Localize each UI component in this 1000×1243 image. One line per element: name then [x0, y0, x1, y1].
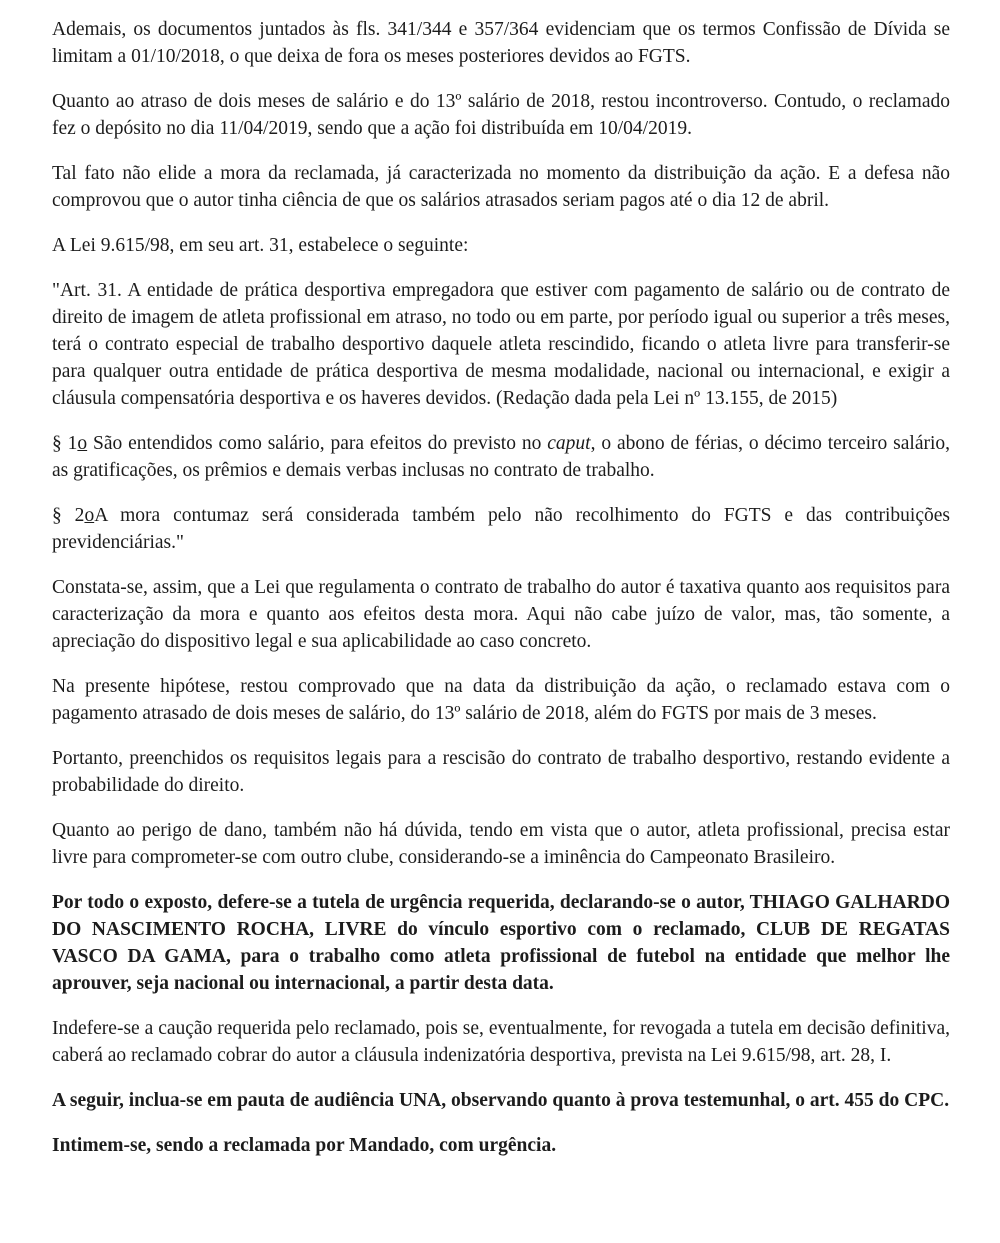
text-segment: Tal fato não elide a mora da reclamada, já caracterizada no momento da distribuição da ação. E a defesa não comprovou que o autor tinha ciência de que os salários atrasados seriam pagos até o dia 12 de abril.: [52, 163, 950, 211]
text-segment: São entendidos como salário, para efeitos do previsto no: [87, 433, 548, 454]
text-segment: o: [84, 505, 95, 526]
text-segment: Por todo o exposto, defere-se a tutela de urgência requerida, declarando-se o autor, THIAGO GALHARDO DO NASCIMENTO ROCHA, LIVRE do vínculo esportivo com o reclamado, CLUB DE REGATAS VASCO DA GAMA, para o trabalho como atleta profissional de futebol na entidade que melhor lhe aprouver, seja nacional ou internacional, a partir desta data.: [52, 892, 950, 994]
text-segment: § 1: [52, 433, 78, 454]
paragraph-constata-se: [52, 574, 950, 655]
paragraph-lei-9615: [52, 232, 950, 259]
text-segment: o: [77, 433, 88, 454]
paragraph-art-31-par-1: [52, 430, 950, 484]
text-segment: Constata-se, assim, que a Lei que regulamenta o contrato de trabalho do autor é taxativa quanto aos requisitos para caracterização da mora e quanto aos efeitos desta mora. Aqui não cabe juízo de valor, mas, tão somente, a apreciação do dispositivo legal e sua aplicabilidade ao caso concreto.: [52, 577, 950, 652]
paragraph-mora-reclamada: [52, 160, 950, 214]
text-segment: , o abono de férias, o décimo terceiro salário, as gratificações, os prêmios e demais verbas inclusas no contrato de trabalho.: [52, 433, 951, 481]
paragraph-perigo-de-dano: [52, 817, 950, 871]
text-segment: Portanto, preenchidos os requisitos legais para a rescisão do contrato de trabalho desportivo, restando evidente a probabilidade do direito.: [52, 748, 950, 796]
text-segment: A seguir, inclua-se em pauta de audiência UNA, observando quanto à prova testemunhal, o art. 455 do CPC.: [52, 1090, 950, 1111]
document-content: [52, 16, 950, 1159]
paragraph-decisao-tutela: [52, 889, 950, 997]
paragraph-intimem-se: [52, 1132, 950, 1159]
text-segment: A Lei 9.615/98, em seu art. 31, estabelece o seguinte:: [52, 235, 469, 256]
text-segment: Ademais, os documentos juntados às fls. 341/344 e 357/364 evidenciam que os termos Confissão de Dívida se limitam a 01/10/2018, o que deixa de fora os meses posteriores devidos ao FGTS.: [52, 19, 950, 67]
paragraph-indefere-caucao: [52, 1015, 950, 1069]
paragraph-pauta-audiencia: [52, 1087, 950, 1114]
text-segment: § 2: [52, 505, 85, 526]
text-segment: Na presente hipótese, restou comprovado que na data da distribuição da ação, o reclamado estava com o pagamento atrasado de dois meses de salário, do 13º salário de 2018, além do FGTS por mais de 3 meses.: [52, 676, 950, 724]
paragraph-atraso-salario: [52, 88, 950, 142]
text-segment: A mora contumaz será considerada também pelo não recolhimento do FGTS e das contribuições previdenciárias.": [52, 505, 950, 553]
paragraph-documentos-fls: [52, 16, 950, 70]
text-segment: Indefere-se a caução requerida pelo reclamado, pois se, eventualmente, for revogada a tutela em decisão definitiva, caberá ao reclamado cobrar do autor a cláusula indenizatória desportiva, prevista na Lei 9.615/98, art. 28, I.: [52, 1018, 950, 1066]
text-segment: caput: [547, 433, 591, 454]
paragraph-art-31-citacao: [52, 277, 950, 412]
text-segment: Quanto ao perigo de dano, também não há dúvida, tendo em vista que o autor, atleta profissional, precisa estar livre para comprometer-se com outro clube, considerando-se a iminência do Campeonato Brasileiro.: [52, 820, 950, 868]
text-segment: Intimem-se, sendo a reclamada por Mandado, com urgência.: [52, 1135, 557, 1156]
paragraph-presente-hipotese: [52, 673, 950, 727]
text-segment: Quanto ao atraso de dois meses de salário e do 13º salário de 2018, restou incontroverso. Contudo, o reclamado fez o depósito no dia 11/04/2019, sendo que a ação foi distribuída em 10/04/2019.: [52, 91, 950, 139]
text-segment: "Art. 31. A entidade de prática desportiva empregadora que estiver com pagamento de salário ou de contrato de direito de imagem de atleta profissional em atraso, no todo ou em parte, por período igual ou superior a três meses, terá o contrato especial de trabalho desportivo daquele atleta rescindido, ficando o atleta livre para transferir-se para qualquer outra entidade de prática desportiva de mesma modalidade, nacional ou internacional, e exigir a cláusula compensatória desportiva e os haveres devidos. (Redação dada pela Lei nº 13.155, de 2015): [52, 280, 950, 409]
paragraph-portanto-requisitos: [52, 745, 950, 799]
paragraph-art-31-par-2: [52, 502, 950, 556]
